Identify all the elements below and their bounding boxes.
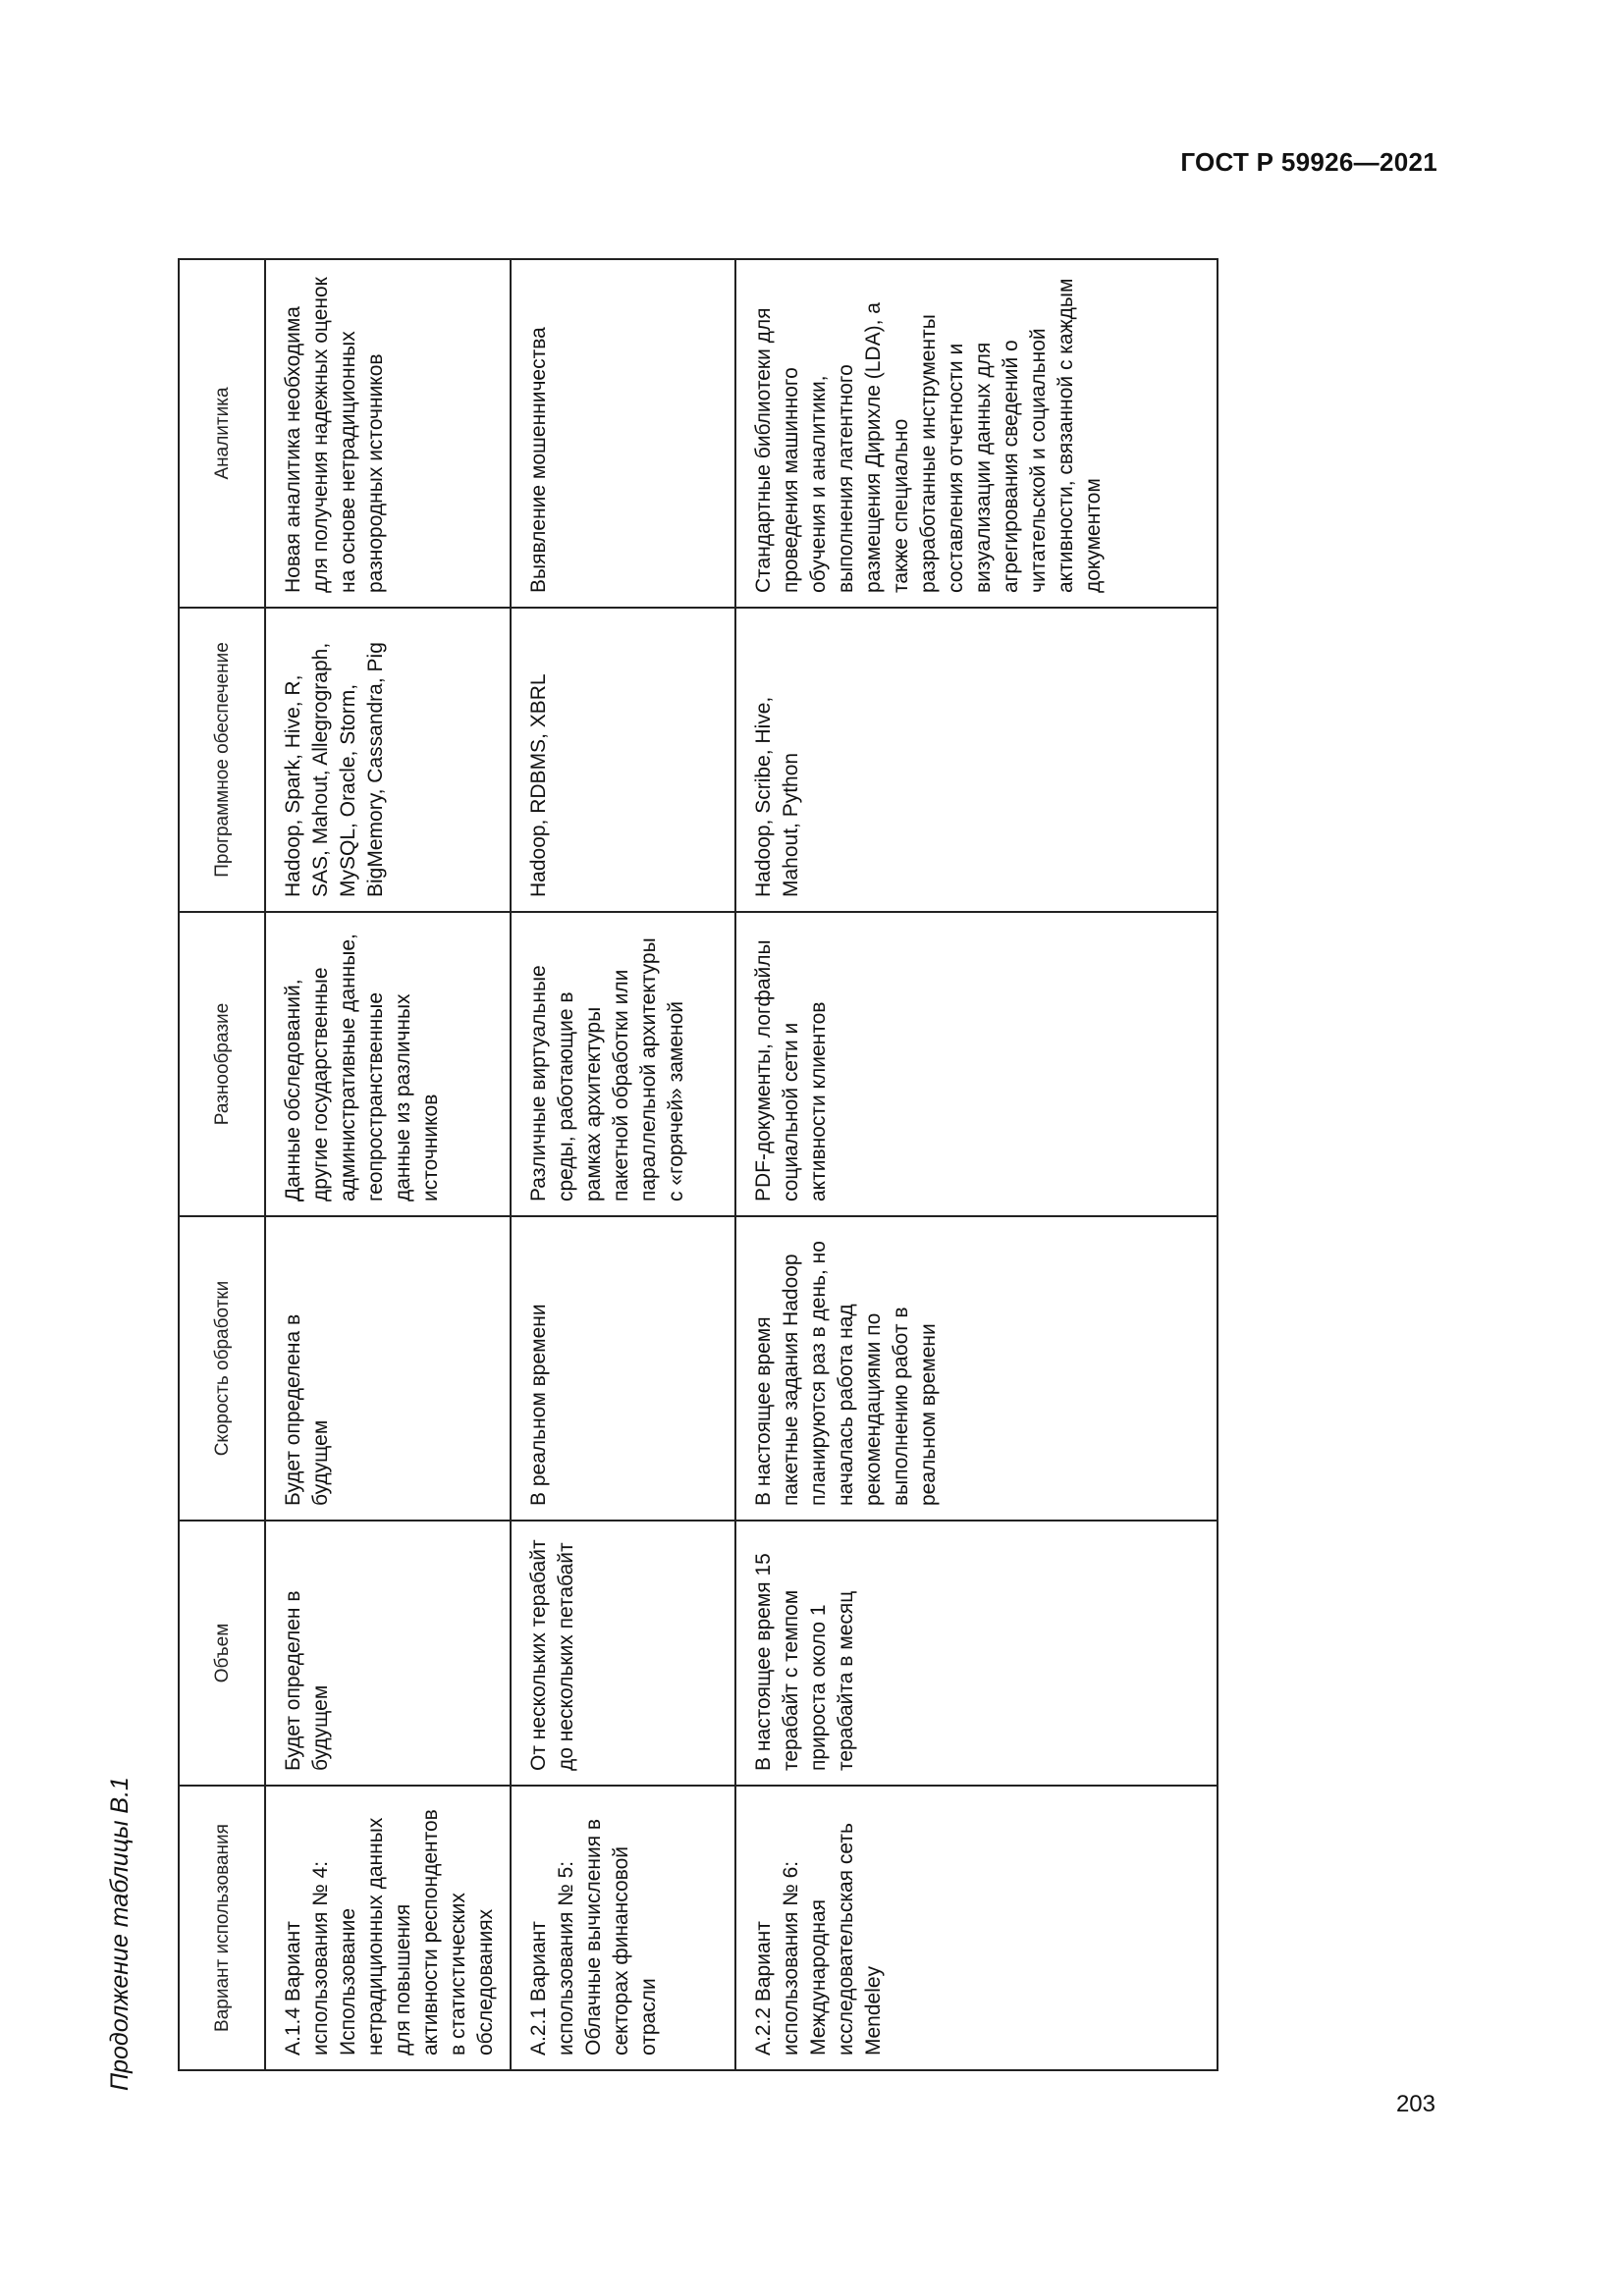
cell-analytics: Стандартные библиотеки для проведения машинного обучения и аналитики, выполнения латентного размещения Дирихле (LDA), а также специально разработанные инструменты составления отчетности и визуализации данных для агрегирования сведений о читательской и социальной активности, связанной с каждым документом bbox=[735, 259, 1218, 608]
cell-variety: Различные виртуальные среды, работающие в рамках архитектуры пакетной обработки или параллельной архитектуры с «горячей» заменой bbox=[511, 912, 735, 1216]
cell-software: Hadoop, Scribe, Hive, Mahout, Python bbox=[735, 608, 1218, 912]
cell-volume: От нескольких терабайт до нескольких петабайт bbox=[511, 1521, 735, 1786]
cell-software: Hadoop, Spark, Hive, R, SAS, Mahout, Allegrograph, MySQL, Oracle, Storm, BigMemory, Cassandra, Pig bbox=[265, 608, 511, 912]
cell-software: Hadoop, RDBMS, XBRL bbox=[511, 608, 735, 912]
table-row bbox=[735, 259, 1218, 2070]
cell-variety: PDF-документы, логфайлы социальной сети и активности клиентов bbox=[735, 912, 1218, 1216]
cell-velocity: Будет определена в будущем bbox=[265, 1216, 511, 1521]
column-header-analytics: Аналитика bbox=[179, 259, 265, 608]
column-header-volume: Объем bbox=[179, 1521, 265, 1786]
column-header-variety: Разнообразие bbox=[179, 912, 265, 1216]
cell-volume: Будет определен в будущем bbox=[265, 1521, 511, 1786]
table-header-row bbox=[179, 259, 265, 2070]
column-header-software: Программное обеспечение bbox=[179, 608, 265, 912]
cell-velocity: В настоящее время пакетные задания Hadoop планируются раз в день, но началась работа над рекомендациями по выполнению работ в реальном времени bbox=[735, 1216, 1218, 1521]
cell-use-case: А.2.2 Вариант использования № 6: Международная исследовательская сеть Mendeley bbox=[735, 1786, 1218, 2070]
cell-volume: В настоящее время 15 терабайт с темпом прироста около 1 терабайта в месяц bbox=[735, 1521, 1218, 1786]
data-table bbox=[178, 258, 1218, 2071]
table-row bbox=[265, 259, 511, 2070]
cell-use-case: А.1.4 Вариант использования № 4: Использование нетрадиционных данных для повышения активности респондентов в статистических обследованиях bbox=[265, 1786, 511, 2070]
column-header-velocity: Скорость обработки bbox=[179, 1216, 265, 1521]
cell-analytics: Новая аналитика необходима для получения надежных оценок на основе нетрадиционных разнородных источников bbox=[265, 259, 511, 608]
cell-variety: Данные обследований, другие государственные административные данные, геопространственные данные из различных источников bbox=[265, 912, 511, 1216]
cell-velocity: В реальном времени bbox=[511, 1216, 735, 1521]
cell-use-case: А.2.1 Вариант использования № 5: Облачные вычисления в секторах финансовой отрасли bbox=[511, 1786, 735, 2070]
cell-analytics: Выявление мошенничества bbox=[511, 259, 735, 608]
table-row bbox=[511, 259, 735, 2070]
column-header-use-case: Вариант использования bbox=[179, 1786, 265, 2070]
document-header: ГОСТ Р 59926—2021 bbox=[1180, 147, 1437, 177]
table-caption: Продолжение таблицы В.1 bbox=[106, 1777, 134, 2091]
page-number: 203 bbox=[1395, 2091, 1435, 2117]
rotated-table-page bbox=[106, 255, 1216, 2091]
